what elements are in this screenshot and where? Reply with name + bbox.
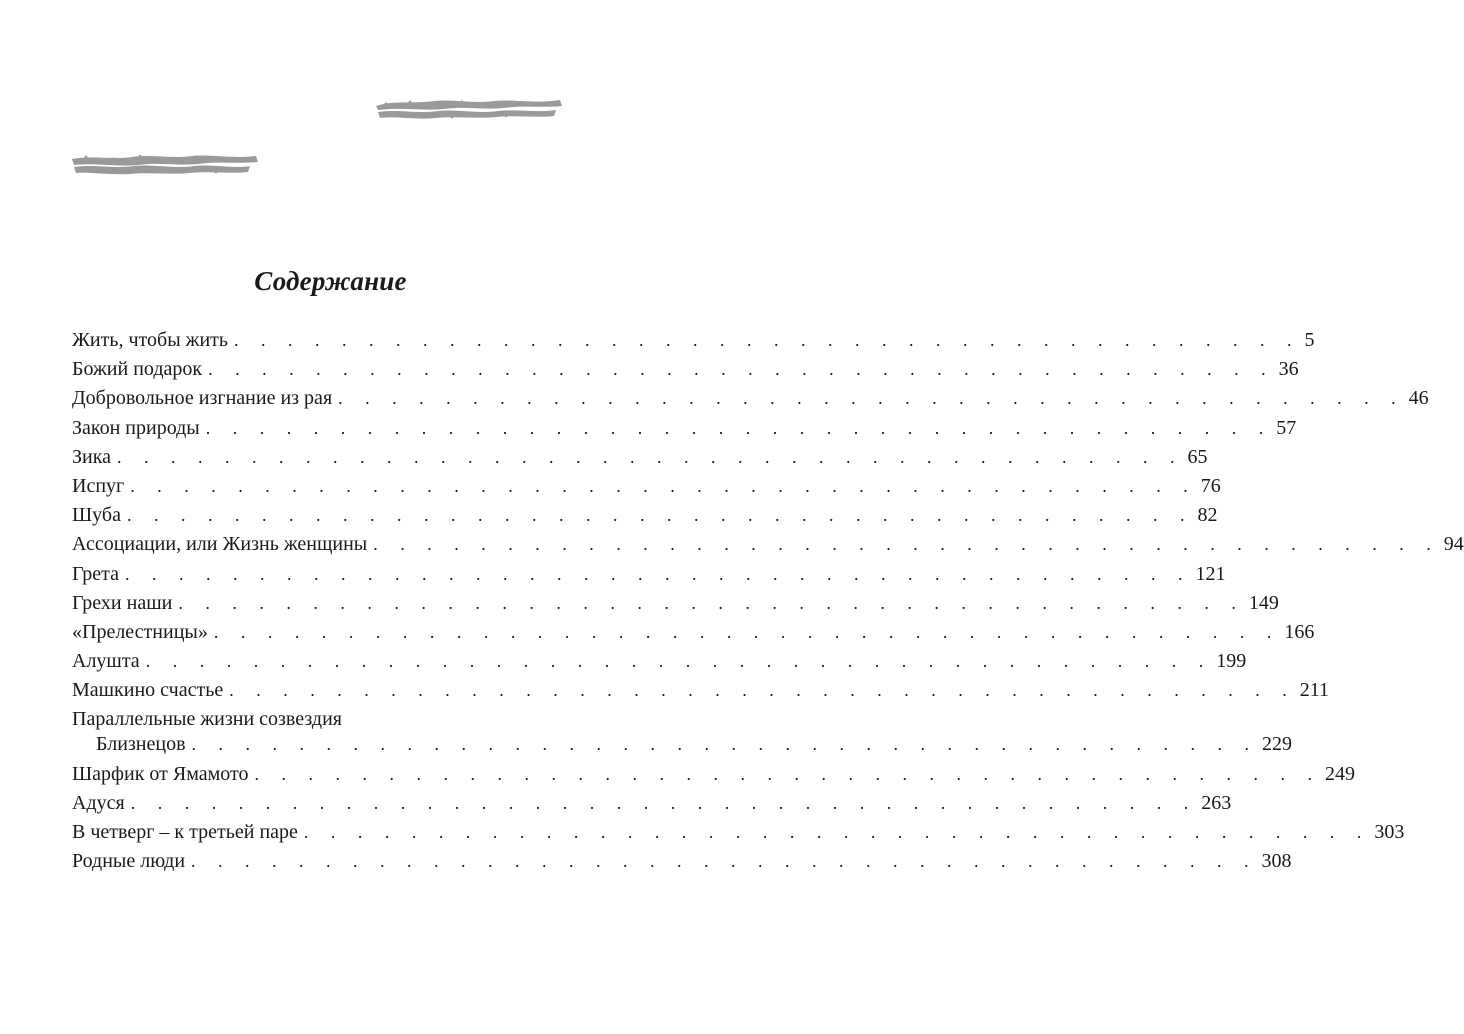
toc-entry bbox=[72, 818, 1405, 847]
decorative-ornament-left bbox=[70, 151, 260, 177]
toc-entry bbox=[72, 414, 1297, 443]
toc-entry bbox=[72, 847, 1292, 876]
toc-entry-page: 94 bbox=[1443, 533, 1464, 556]
toc-dot-leader: . . . . . . . . . . . . . . . . . . . . . . . . . . . . . . . . . . . . . . . . bbox=[234, 330, 1301, 350]
toc-entry-title: Грехи наши bbox=[72, 591, 173, 614]
toc-entry bbox=[72, 618, 1315, 647]
toc-dot-leader: . . . . . . . . . . . . . . . . . . . . . . . . . . . . . . . . . . . . . . . . bbox=[191, 851, 1258, 872]
toc-entry-title: Испуг bbox=[72, 474, 125, 497]
toc-entry-page: 211 bbox=[1299, 679, 1329, 702]
toc-entry-title: Закон природы bbox=[72, 416, 200, 439]
toc-entry bbox=[72, 560, 1226, 589]
toc-entry-title: Шарфик от Ямамото bbox=[72, 762, 249, 785]
toc-dot-leader: . . . . . . . . . . . . . . . . . . . . . . . . . . . . . . . . . . . . . . . . bbox=[178, 592, 1245, 613]
toc-entry-title: Алушта bbox=[72, 650, 140, 673]
toc-entry-page: 5 bbox=[1304, 329, 1315, 351]
toc-entry bbox=[72, 647, 1247, 676]
toc-dot-leader: . . . . . . . . . . . . . . . . . . . . . . . . . . . . . . . . . . . . . . . . bbox=[191, 734, 1259, 755]
toc-entry-title: В четверг – к третьей паре bbox=[72, 821, 298, 843]
table-of-contents bbox=[72, 326, 1464, 876]
toc-entry-page: 65 bbox=[1187, 445, 1208, 468]
toc-entry-title: Шуба bbox=[72, 504, 121, 527]
toc-entry bbox=[72, 472, 1221, 501]
toc-entry bbox=[72, 443, 1208, 472]
toc-dot-leader: . . . . . . . . . . . . . . . . . . . . . . . . . . . . . . . . . . . . . . . . bbox=[126, 505, 1194, 526]
toc-entry-page: 166 bbox=[1284, 620, 1315, 643]
toc-entry-title: «Прелестницы» bbox=[72, 620, 208, 643]
toc-entry-title: Добровольное изгнание из рая bbox=[72, 387, 333, 410]
toc-entry bbox=[72, 326, 1315, 355]
toc-entry-page: 149 bbox=[1248, 591, 1279, 614]
decorative-ornament-top bbox=[374, 96, 564, 122]
toc-entry-title-line: Параллельные жизни созвездия bbox=[72, 708, 342, 731]
toc-entry-title: Грета bbox=[72, 562, 120, 585]
toc-entry-page: 199 bbox=[1216, 650, 1247, 673]
toc-entry-page: 308 bbox=[1261, 850, 1292, 873]
toc-entry bbox=[72, 384, 1429, 413]
toc-entry-page: 46 bbox=[1408, 387, 1429, 410]
toc-entry-title: Зика bbox=[72, 445, 112, 468]
toc-entry-page: 76 bbox=[1200, 474, 1221, 497]
toc-entry-page: 303 bbox=[1374, 821, 1405, 843]
toc-entry bbox=[72, 676, 1329, 705]
toc-dot-leader: . . . . . . . . . . . . . . . . . . . . . . . . . . . . . . . . . . . . . . . . bbox=[373, 534, 1440, 555]
toc-entry-page: 57 bbox=[1276, 416, 1297, 439]
toc-entry-title: Божий подарок bbox=[72, 358, 203, 381]
toc-dot-leader: . . . . . . . . . . . . . . . . . . . . . . . . . . . . . . . . . . . . . . . . bbox=[213, 621, 1281, 642]
toc-entry-page: 263 bbox=[1201, 791, 1232, 814]
toc-entry-page: 36 bbox=[1278, 358, 1299, 381]
toc-dot-leader: . . . . . . . . . . . . . . . . . . . . . . . . . . . . . . . . . . . . . . . . bbox=[145, 651, 1213, 672]
toc-entry bbox=[72, 530, 1464, 559]
toc-entry bbox=[72, 501, 1218, 530]
toc-entry-title: Жить, чтобы жить bbox=[72, 329, 229, 351]
toc-entry-title: Машкино счастье bbox=[72, 679, 224, 702]
toc-entry-title: Близнецов bbox=[96, 733, 186, 756]
toc-dot-leader: . . . . . . . . . . . . . . . . . . . . . . . . . . . . . . . . . . . . . . . . bbox=[208, 359, 1275, 380]
toc-dot-leader: . . . . . . . . . . . . . . . . . . . . . . . . . . . . . . . . . . . . . . . . bbox=[229, 680, 1296, 701]
toc-dot-leader: . . . . . . . . . . . . . . . . . . . . . . . . . . . . . . . . . . . . . . . . bbox=[254, 763, 1322, 784]
toc-entry-title: Адуся bbox=[72, 791, 125, 814]
toc-entry bbox=[72, 760, 1356, 789]
toc-entry bbox=[72, 730, 1293, 759]
page-title: Содержание bbox=[254, 266, 407, 296]
toc-entry bbox=[72, 589, 1279, 618]
toc-entry bbox=[72, 355, 1299, 384]
toc-dot-leader: . . . . . . . . . . . . . . . . . . . . . . . . . . . . . . . . . . . . . . . . bbox=[125, 563, 1192, 584]
toc-entry-title: Ассоциации, или Жизнь женщины bbox=[72, 533, 368, 556]
toc-dot-leader: . . . . . . . . . . . . . . . . . . . . . . . . . . . . . . . . . . . . . . . . bbox=[205, 417, 1273, 438]
toc-entry-title: Родные люди bbox=[72, 850, 186, 873]
toc-entry-page: 229 bbox=[1262, 733, 1293, 756]
toc-dot-leader: . . . . . . . . . . . . . . . . . . . . . . . . . . . . . . . . . . . . . . . . bbox=[130, 792, 1198, 813]
toc-dot-leader: . . . . . . . . . . . . . . . . . . . . . . . . . . . . . . . . . . . . . . . . bbox=[338, 388, 1405, 409]
toc-entry-page: 82 bbox=[1197, 504, 1218, 527]
toc-entry-page: 121 bbox=[1195, 562, 1226, 585]
toc-entry bbox=[72, 789, 1232, 818]
toc-dot-leader: . . . . . . . . . . . . . . . . . . . . . . . . . . . . . . . . . . . . . . . . bbox=[130, 475, 1197, 496]
toc-dot-leader: . . . . . . . . . . . . . . . . . . . . . . . . . . . . . . . . . . . . . . . . bbox=[303, 822, 1371, 842]
toc-entry-page: 249 bbox=[1325, 762, 1356, 785]
toc-dot-leader: . . . . . . . . . . . . . . . . . . . . . . . . . . . . . . . . . . . . . . . . bbox=[117, 446, 1184, 467]
